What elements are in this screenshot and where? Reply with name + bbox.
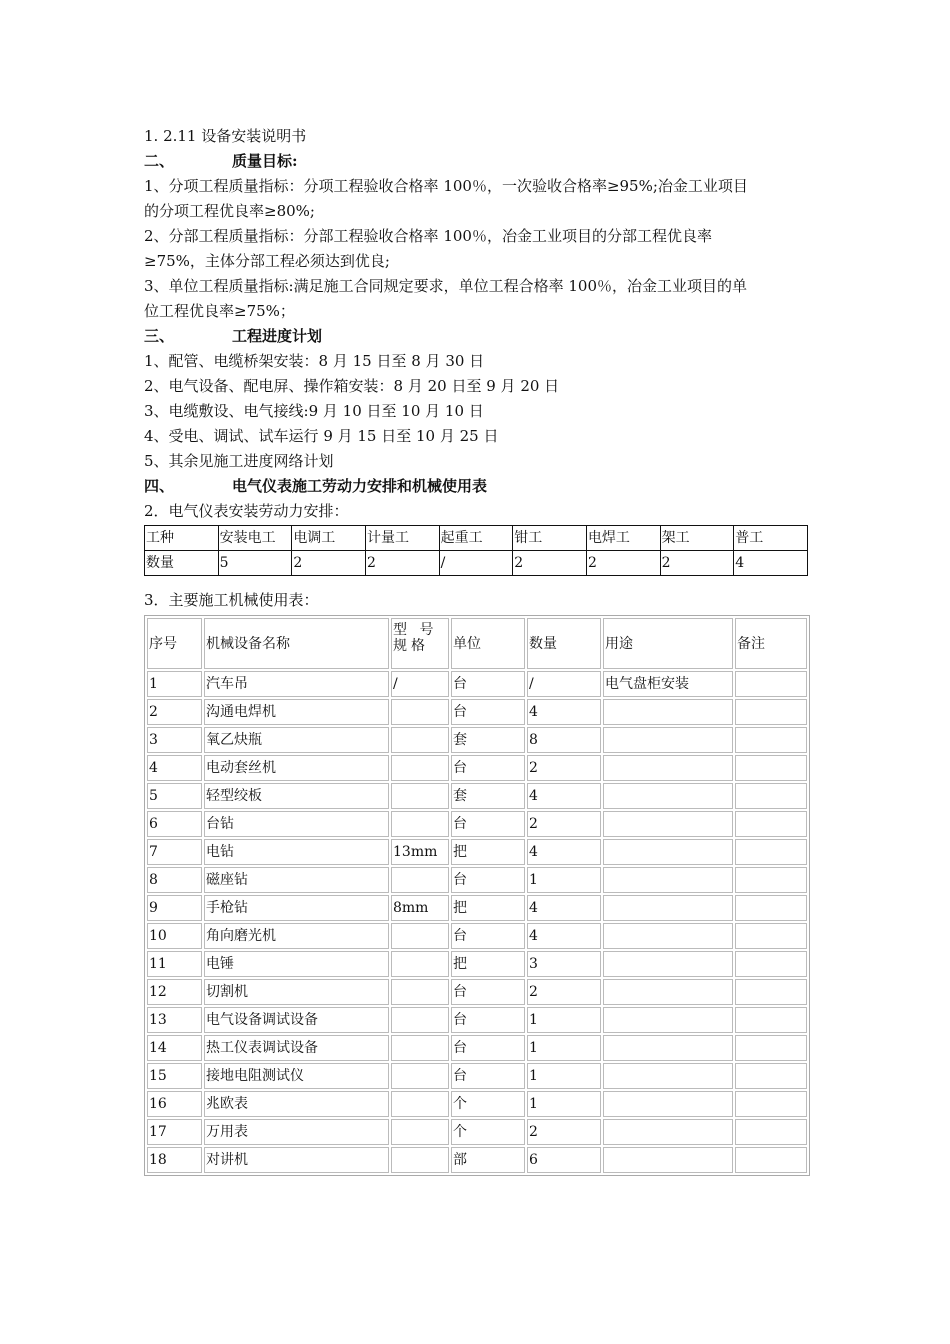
table-cell — [603, 839, 733, 865]
table-cell — [391, 783, 449, 809]
labor-heading — [144, 474, 808, 499]
table-cell: 套 — [451, 783, 525, 809]
table-cell — [603, 867, 733, 893]
table-row — [147, 1147, 807, 1173]
table-cell — [735, 755, 807, 781]
table-cell: 15 — [147, 1063, 202, 1089]
machinery-table — [144, 615, 810, 1176]
table-cell: 4 — [527, 699, 601, 725]
table-cell: 磁座钻 — [204, 867, 389, 893]
labor-cell: 普工 — [734, 526, 808, 551]
table-cell — [603, 1035, 733, 1061]
table-cell — [603, 951, 733, 977]
table-cell: 13mm — [391, 839, 449, 865]
quality-line: 的分项工程优良率≥80%; — [144, 202, 315, 220]
table-cell — [391, 1119, 449, 1145]
table-cell: 1 — [527, 1007, 601, 1033]
table-cell: 氧乙炔瓶 — [204, 727, 389, 753]
schedule-item: 4、受电、调试、试车运行 9 月 15 日至 10 月 25 日 — [144, 427, 499, 445]
table-cell: 套 — [451, 727, 525, 753]
table-cell: 6 — [527, 1147, 601, 1173]
table-cell — [391, 727, 449, 753]
labor-cell: 架工 — [660, 526, 734, 551]
table-cell — [735, 727, 807, 753]
table-cell — [603, 699, 733, 725]
table-cell — [735, 923, 807, 949]
document-page — [144, 124, 808, 1176]
labor-cell: 2 — [660, 551, 734, 576]
labor-cell: 安装电工 — [218, 526, 292, 551]
quality-list — [144, 174, 808, 324]
table-cell: 台 — [451, 867, 525, 893]
quality-heading — [144, 149, 808, 174]
table-cell — [735, 1119, 807, 1145]
table-cell: 13 — [147, 1007, 202, 1033]
labor-cell: 5 — [218, 551, 292, 576]
table-cell — [735, 979, 807, 1005]
table-cell: 台 — [451, 1035, 525, 1061]
labor-cell: 数量 — [145, 551, 219, 576]
table-cell: 1 — [527, 867, 601, 893]
table-cell: 5 — [147, 783, 202, 809]
labor-cell: 2 — [365, 551, 439, 576]
table-row — [147, 755, 807, 781]
table-cell: 2 — [147, 699, 202, 725]
table-cell — [603, 755, 733, 781]
table-cell: 4 — [147, 755, 202, 781]
table-cell: 4 — [527, 923, 601, 949]
schedule-list — [144, 349, 808, 474]
schedule-item: 3、电缆敷设、电气接线:9 月 10 日至 10 月 10 日 — [144, 402, 484, 420]
table-cell: 电气盘柜安装 — [603, 671, 733, 697]
table-cell — [735, 951, 807, 977]
table-row — [147, 1119, 807, 1145]
schedule-heading — [144, 324, 808, 349]
table-cell: 10 — [147, 923, 202, 949]
table-cell — [735, 1091, 807, 1117]
table-cell: 2 — [527, 811, 601, 837]
table-cell — [391, 923, 449, 949]
table-cell: 台 — [451, 979, 525, 1005]
table-cell: 7 — [147, 839, 202, 865]
table-cell: 台 — [451, 1007, 525, 1033]
table-cell: / — [527, 671, 601, 697]
table-cell — [391, 755, 449, 781]
table-cell: 1 — [147, 671, 202, 697]
labor-table — [144, 525, 808, 576]
table-cell — [735, 1063, 807, 1089]
labor-number: 四、 — [144, 477, 175, 495]
labor-cell: 电调工 — [292, 526, 366, 551]
table-cell — [735, 811, 807, 837]
table-cell — [603, 923, 733, 949]
labor-cell: 2 — [513, 551, 587, 576]
table-cell: 对讲机 — [204, 1147, 389, 1173]
table-cell — [735, 783, 807, 809]
table-cell — [735, 895, 807, 921]
table-cell — [603, 1007, 733, 1033]
schedule-number: 三、 — [144, 327, 175, 345]
table-cell: 电动套丝机 — [204, 755, 389, 781]
table-cell — [391, 1035, 449, 1061]
table-cell: 11 — [147, 951, 202, 977]
table-cell — [735, 1035, 807, 1061]
table-cell — [603, 1147, 733, 1173]
quality-line: 3、单位工程质量指标:满足施工合同规定要求，单位工程合格率 100％，冶金工业项目的单 — [144, 277, 747, 295]
quality-line: ≥75%，主体分部工程必须达到优良; — [144, 252, 390, 270]
table-cell: 台 — [451, 671, 525, 697]
table-row — [147, 1035, 807, 1061]
labor-subtitle: 2．电气仪表安装劳动力安排： — [144, 502, 349, 520]
header-cell: 型 号 规格 — [391, 618, 449, 669]
table-cell — [391, 1147, 449, 1173]
labor-cell: 钳工 — [513, 526, 587, 551]
table-cell: 4 — [527, 783, 601, 809]
table-row — [147, 699, 807, 725]
table-cell: 电气设备调试设备 — [204, 1007, 389, 1033]
table-cell: 4 — [527, 839, 601, 865]
table-cell: 沟通电焊机 — [204, 699, 389, 725]
table-cell — [603, 727, 733, 753]
table-cell: 12 — [147, 979, 202, 1005]
labor-cell: 工种 — [145, 526, 219, 551]
table-cell: 3 — [147, 727, 202, 753]
table-row — [147, 727, 807, 753]
table-row — [147, 783, 807, 809]
table-cell — [735, 699, 807, 725]
table-cell — [603, 1091, 733, 1117]
table-row — [147, 895, 807, 921]
table-cell — [603, 811, 733, 837]
table-cell — [391, 1063, 449, 1089]
machinery-subtitle: 3．主要施工机械使用表： — [144, 591, 319, 609]
table-cell — [603, 1119, 733, 1145]
labor-row-types — [145, 526, 808, 551]
table-cell: / — [391, 671, 449, 697]
table-cell: 8mm — [391, 895, 449, 921]
labor-cell: 2 — [586, 551, 660, 576]
table-cell: 轻型绞板 — [204, 783, 389, 809]
table-cell — [391, 699, 449, 725]
quality-line: 1、分项工程质量指标：分项工程验收合格率 100％，一次验收合格率≥95%;冶金工业项目 — [144, 177, 748, 195]
table-cell: 台钻 — [204, 811, 389, 837]
table-cell: 把 — [451, 895, 525, 921]
header-cell: 用途 — [603, 618, 733, 669]
schedule-title: 工程进度计划 — [232, 327, 323, 345]
labor-cell: 2 — [292, 551, 366, 576]
table-row — [147, 1063, 807, 1089]
quality-number: 二、 — [144, 152, 175, 170]
table-cell — [391, 979, 449, 1005]
labor-cell: 计量工 — [365, 526, 439, 551]
table-cell — [391, 951, 449, 977]
labor-cell: 起重工 — [439, 526, 513, 551]
table-cell — [603, 783, 733, 809]
table-cell: 2 — [527, 1119, 601, 1145]
table-cell: 接地电阻测试仪 — [204, 1063, 389, 1089]
table-cell: 电钻 — [204, 839, 389, 865]
header-cell: 机械设备名称 — [204, 618, 389, 669]
table-cell — [391, 811, 449, 837]
table-cell: 个 — [451, 1091, 525, 1117]
table-cell: 3 — [527, 951, 601, 977]
header-cell: 数量 — [527, 618, 601, 669]
schedule-item: 5、其余见施工进度网络计划 — [144, 452, 334, 470]
labor-row-counts — [145, 551, 808, 576]
table-cell: 2 — [527, 979, 601, 1005]
table-cell: 14 — [147, 1035, 202, 1061]
table-cell — [603, 979, 733, 1005]
table-cell: 台 — [451, 755, 525, 781]
table-cell: 台 — [451, 699, 525, 725]
quality-line: 2、分部工程质量指标：分部工程验收合格率 100％，冶金工业项目的分部工程优良率 — [144, 227, 712, 245]
doc-title: 1. 2.11 设备安装说明书 — [144, 127, 307, 145]
table-cell: 9 — [147, 895, 202, 921]
table-cell — [735, 839, 807, 865]
table-cell: 台 — [451, 923, 525, 949]
table-cell: 汽车吊 — [204, 671, 389, 697]
table-cell: 电锤 — [204, 951, 389, 977]
table-cell: 18 — [147, 1147, 202, 1173]
labor-cell: 4 — [734, 551, 808, 576]
header-cell: 序号 — [147, 618, 202, 669]
table-cell — [391, 867, 449, 893]
labor-cell: / — [439, 551, 513, 576]
table-cell: 个 — [451, 1119, 525, 1145]
table-cell: 万用表 — [204, 1119, 389, 1145]
table-row — [147, 951, 807, 977]
table-cell — [735, 1007, 807, 1033]
table-cell — [735, 671, 807, 697]
quality-title: 质量目标: — [232, 152, 298, 170]
table-cell: 热工仪表调试设备 — [204, 1035, 389, 1061]
table-cell: 6 — [147, 811, 202, 837]
table-cell: 部 — [451, 1147, 525, 1173]
table-cell — [603, 1063, 733, 1089]
table-row — [147, 671, 807, 697]
table-cell: 兆欧表 — [204, 1091, 389, 1117]
table-cell: 1 — [527, 1035, 601, 1061]
table-cell: 8 — [527, 727, 601, 753]
schedule-item: 2、电气设备、配电屏、操作箱安装：8 月 20 日至 9 月 20 日 — [144, 377, 560, 395]
header-cell: 单位 — [451, 618, 525, 669]
table-cell: 17 — [147, 1119, 202, 1145]
table-row — [147, 923, 807, 949]
table-cell: 角向磨光机 — [204, 923, 389, 949]
table-cell: 8 — [147, 867, 202, 893]
table-cell: 16 — [147, 1091, 202, 1117]
table-cell: 把 — [451, 951, 525, 977]
table-cell: 4 — [527, 895, 601, 921]
table-cell: 把 — [451, 839, 525, 865]
machinery-header-row — [147, 618, 807, 669]
table-cell: 1 — [527, 1063, 601, 1089]
table-cell: 切割机 — [204, 979, 389, 1005]
quality-line: 位工程优良率≥75%； — [144, 302, 295, 320]
header-cell: 备注 — [735, 618, 807, 669]
table-row — [147, 1007, 807, 1033]
labor-title: 电气仪表施工劳动力安排和机械使用表 — [232, 477, 488, 495]
table-row — [147, 839, 807, 865]
table-cell: 台 — [451, 811, 525, 837]
table-cell — [735, 1147, 807, 1173]
table-cell — [391, 1007, 449, 1033]
table-cell — [603, 895, 733, 921]
table-row — [147, 1091, 807, 1117]
table-cell: 台 — [451, 1063, 525, 1089]
table-row — [147, 811, 807, 837]
schedule-item: 1、配管、电缆桥架安装：8 月 15 日至 8 月 30 日 — [144, 352, 485, 370]
table-cell — [391, 1091, 449, 1117]
table-row — [147, 867, 807, 893]
table-cell: 手枪钻 — [204, 895, 389, 921]
table-cell: 2 — [527, 755, 601, 781]
table-row — [147, 979, 807, 1005]
labor-cell: 电焊工 — [586, 526, 660, 551]
table-cell — [735, 867, 807, 893]
table-cell: 1 — [527, 1091, 601, 1117]
